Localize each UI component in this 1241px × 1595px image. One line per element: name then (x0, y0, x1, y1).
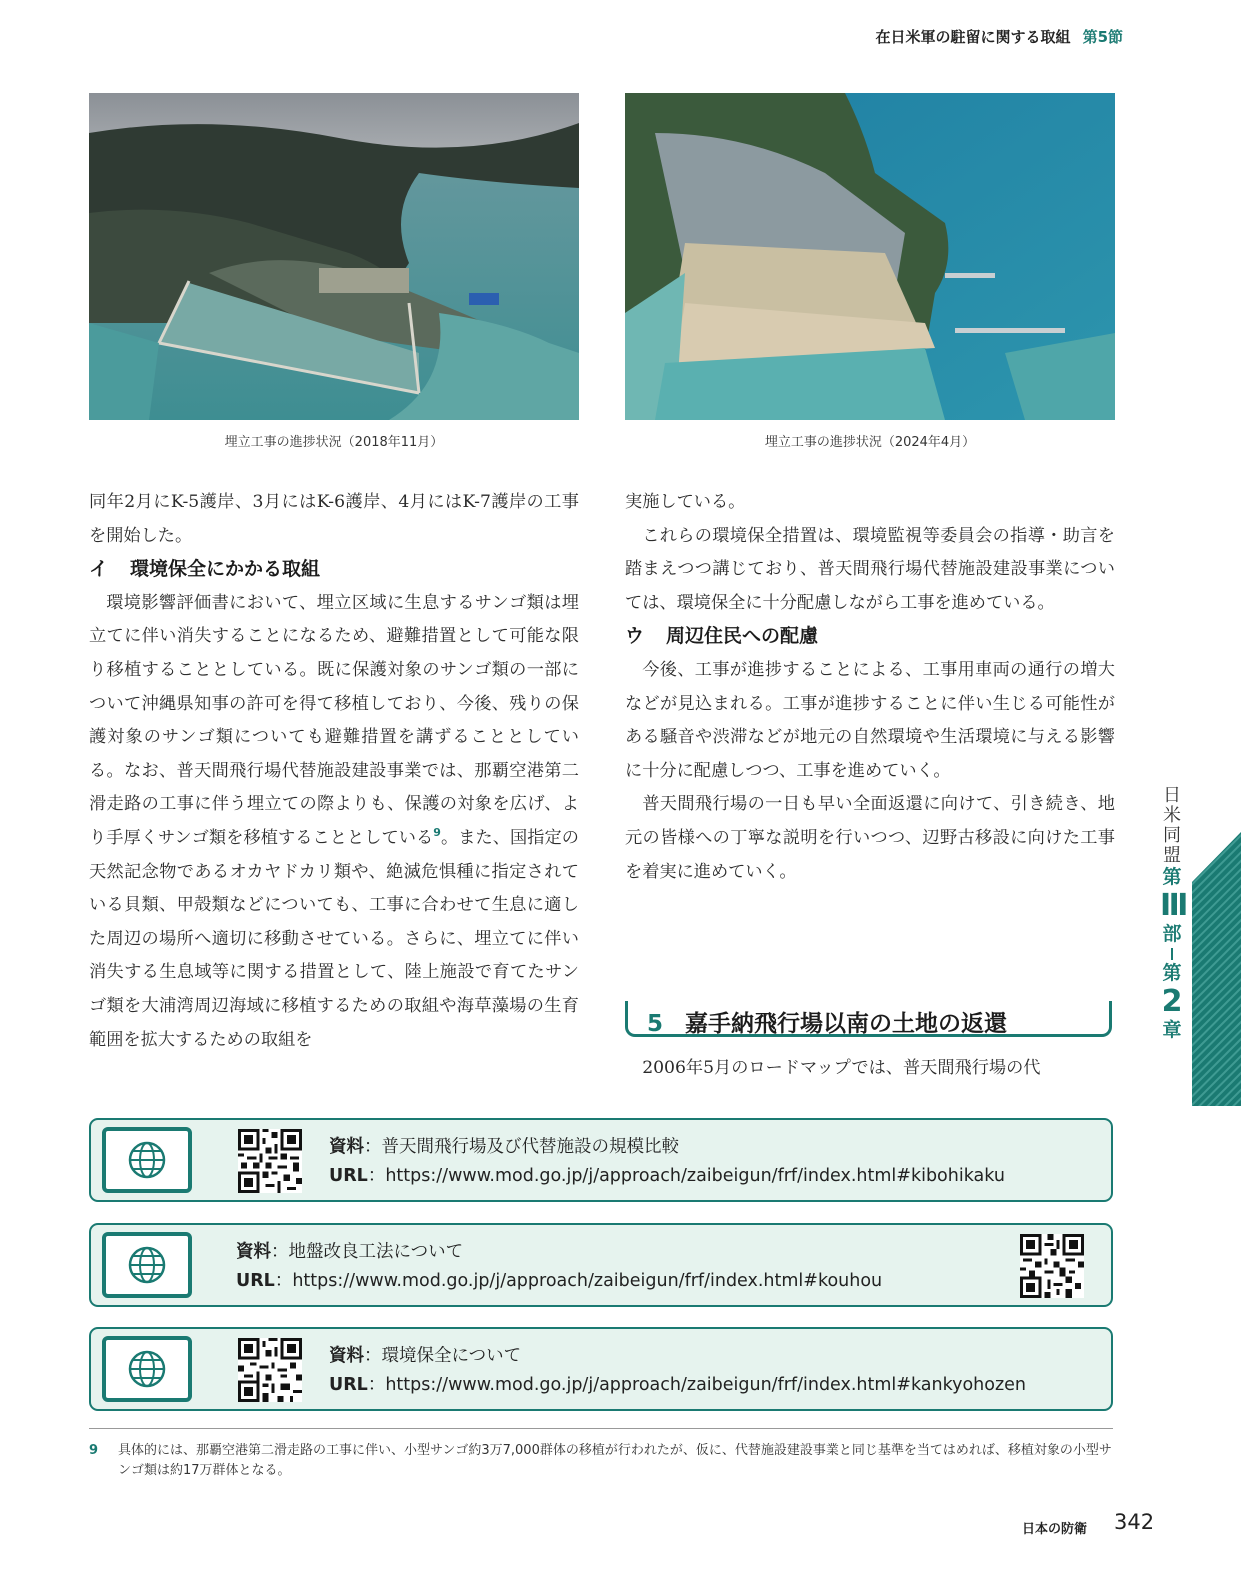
url-label: URL (329, 1166, 368, 1186)
chapter-title: 在日米軍の駐留に関する取組 (875, 28, 1071, 46)
resource-label: 資料 (329, 1346, 364, 1366)
paragraph: 実施している。 (625, 492, 746, 512)
section-heading-text (647, 1005, 1007, 1038)
subheading-kana: イ (89, 558, 109, 581)
photo-reclamation-2024 (625, 93, 1115, 420)
part-chapter-tab (1160, 866, 1189, 1042)
side-label-char: 米 (1163, 805, 1181, 826)
paragraph: 普天間飛行場の一日も早い全面返還に向けて、引き続き、地元の皆様への丁寧な説明を行いつつ、辺野古移設に向けた工事を着実に進めていく。 (625, 794, 1115, 882)
section-heading-5 (625, 1001, 1114, 1043)
resource-text: 資料：普天間飛行場及び代替施設の規模比較 URL：https://www.mod.go.jp/j/approach/zaibeigun/frf/index.html#kibohikaku (329, 1137, 1005, 1186)
subheading-environment (89, 553, 579, 587)
resource-label: 資料 (329, 1137, 364, 1157)
resource-url-link[interactable]: https://www.mod.go.jp/j/approach/zaibeigun/frf/index.html#kankyohozen (385, 1375, 1027, 1395)
paragraph-text: 環境影響評価書において、埋立区域に生息するサンゴ類は埋立てに伴い消失することになるため、避難措置として可能な限り移植することとしている。既に保護対象のサンゴ類の一部について沖縄県知事の許可を得て移植しており、今後、残りの保護対象のサンゴ類についても避難措置を講ずることとしている。なお、普天間飛行場代替施設建設事業では、那覇空港第二滑走路の工事に伴う埋立ての際よりも、保護の対象を広げ、より手厚くサンゴ類を移植することとしている (89, 592, 579, 848)
resource-box (89, 1327, 1113, 1411)
paragraph: 今後、工事が進捗することによる、工事用車両の通行の増大などが見込まれる。工事が進捗することに伴い生じる可能性がある騒音や渋滞などが地元の自然環境や生活環境に与える影響に十分に配慮しつつ、工事を進めていく。 (625, 659, 1115, 781)
section-number: 5 (647, 1011, 664, 1037)
footnote-number: 9 (89, 1443, 99, 1458)
paragraph: これらの環境保全措置は、環境監視等委員会の指導・助言を踏まえつつ講じており、普天間飛行場代替施設建設事業については、環境保全に十分配慮しながら工事を進めている。 (625, 525, 1115, 613)
resource-title: 普天間飛行場及び代替施設の規模比較 (381, 1137, 679, 1157)
resource-text: 資料：地盤改良工法について URL：https://www.mod.go.jp/j/approach/zaibeigun/frf/index.html#kouhou (236, 1242, 883, 1291)
paragraph: 2006年5月のロードマップでは、普天間飛行場の代 (642, 1058, 1041, 1078)
part-numeral: Ⅲ (1160, 888, 1189, 923)
url-label: URL (329, 1375, 368, 1395)
monitor-globe-icon (102, 1127, 192, 1195)
chapter-suffix: 章 (1162, 1019, 1182, 1041)
paragraph: 同年2月にK-5護岸、3月にはK-6護岸、4月にはK-7護岸の工事を開始した。 (89, 492, 579, 546)
subheading-title: 環境保全にかかる取組 (130, 558, 321, 581)
paragraph (89, 587, 579, 1057)
resource-text: 資料：環境保全について URL：https://www.mod.go.jp/j/approach/zaibeigun/frf/index.html#kankyohozen (329, 1346, 1027, 1395)
monitor-globe-icon (102, 1336, 192, 1404)
right-column (625, 486, 1115, 889)
photo-caption: 埋立工事の進捗状況（2018年11月） (224, 435, 444, 450)
resource-label: 資料 (236, 1242, 271, 1262)
right-column-continued (625, 1052, 1115, 1086)
chapter-prefix: 第 (1162, 962, 1182, 984)
side-stripe-decoration (1192, 832, 1241, 1106)
photo-caption: 埋立工事の進捗状況（2024年4月） (764, 435, 976, 450)
chapter-number: 2 (1161, 984, 1183, 1019)
footnote-reference[interactable]: 9 (433, 825, 441, 839)
monitor-globe-icon (102, 1232, 192, 1300)
resource-title: 環境保全について (381, 1346, 522, 1366)
page-number: 342 (1114, 1510, 1155, 1534)
paragraph-text: 。また、国指定の天然記念物であるオカヤドカリ類や、絶滅危惧種に指定されている貝類、甲殻類などについても、工事に合わせて生息に適した周辺の場所へ適切に移動させている。さらに、埋立てに伴い消失する生息域等に関する措置として、陸上施設で育てたサンゴ類を大浦湾周辺海域に移植するための取組や海草藻場の生育範囲を拡大するための取組を (89, 827, 579, 1050)
publication-title: 日本の防衛 (1022, 1522, 1088, 1537)
side-label-char: 盟 (1163, 845, 1181, 866)
resource-url-link[interactable]: https://www.mod.go.jp/j/approach/zaibeigun/frf/index.html#kibohikaku (385, 1166, 1005, 1186)
photo-reclamation-2018 (89, 93, 579, 420)
qr-code-icon[interactable] (1020, 1234, 1084, 1298)
subheading-kana: ウ (625, 625, 645, 648)
divider (1171, 948, 1173, 960)
footnote-text: 具体的には、那覇空港第二滑走路の工事に伴い、小型サンゴ約3万7,000群体の移植が行われたが、仮に、代替施設建設事業と同じ基準を当てはめれば、移植対象の小型サンゴ類は約17万群体となる。 (118, 1443, 1112, 1478)
resource-url-link[interactable]: https://www.mod.go.jp/j/approach/zaibeigun/frf/index.html#kouhou (292, 1271, 883, 1291)
running-header (876, 26, 1123, 47)
resource-box (89, 1118, 1113, 1202)
qr-code-icon[interactable] (238, 1129, 302, 1193)
resource-box (89, 1223, 1113, 1307)
url-label: URL (236, 1271, 275, 1291)
subheading-residents (625, 620, 1115, 654)
side-label (1160, 786, 1184, 866)
section-label: 第5節 (1082, 28, 1123, 46)
part-prefix: 第 (1162, 866, 1182, 888)
qr-code-icon[interactable] (238, 1338, 302, 1402)
resource-title: 地盤改良工法について (288, 1242, 464, 1262)
side-label-char: 日 (1163, 785, 1181, 806)
side-label-char: 同 (1163, 825, 1181, 846)
subheading-title: 周辺住民への配慮 (666, 625, 819, 648)
part-suffix: 部 (1162, 923, 1182, 945)
left-column (89, 486, 579, 1057)
footnote-divider (89, 1428, 1113, 1429)
section-title: 嘉手納飛行場以南の土地の返還 (685, 1011, 1008, 1037)
